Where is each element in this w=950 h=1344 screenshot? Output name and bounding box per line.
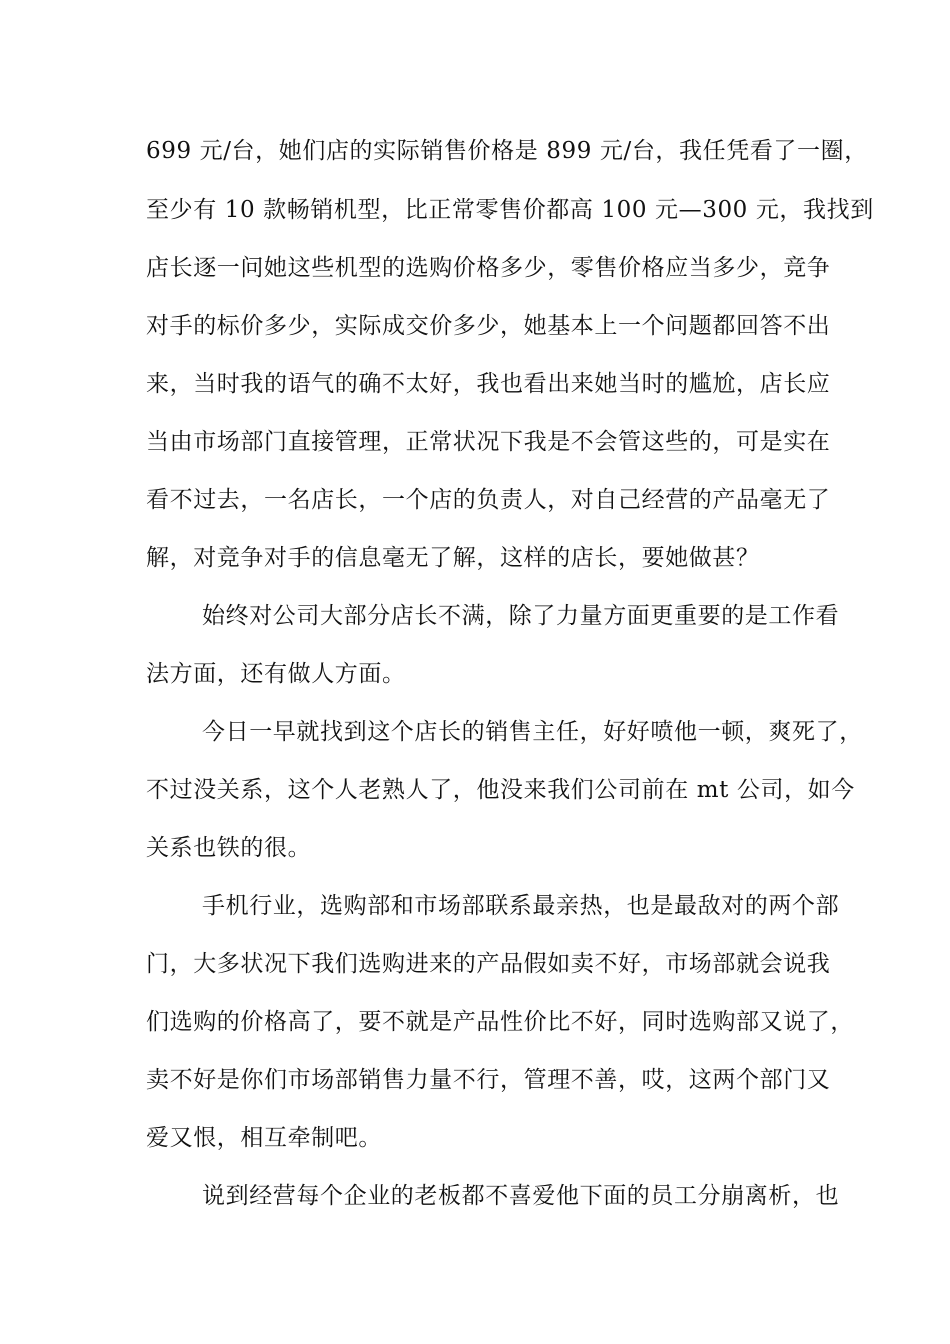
paragraph-4-line-1: 手机行业，选购部和市场部联系最亲热，也是最敌对的两个部 — [202, 893, 840, 919]
paragraph-3-line-3: 关系也铁的很。 — [146, 835, 312, 861]
paragraph-1-line-4: 对手的标价多少，实际成交价多少，她基本上一个问题都回答不出 — [146, 313, 831, 339]
paragraph-3-line-2: 不过没关系，这个人老熟人了，他没来我们公司前在 mt 公司，如今 — [146, 777, 855, 803]
paragraph-3-line-1: 今日一早就找到这个店长的销售主任，好好喷他一顿，爽死了， — [202, 719, 863, 745]
paragraph-4-line-2: 门，大多状况下我们选购进来的产品假如卖不好，市场部就会说我 — [146, 951, 831, 977]
paragraph-1-line-3: 店长逐一问她这些机型的选购价格多少，零售价格应当多少，竞争 — [146, 255, 831, 281]
paragraph-1-line-5: 来，当时我的语气的确不太好，我也看出来她当时的尴尬，店长应 — [146, 371, 831, 397]
paragraph-1-line-1: 699 元/台，她们店的实际销售价格是 899 元/台，我任凭看了一圈， — [146, 138, 868, 164]
paragraph-1-line-7: 看不过去，一名店长，一个店的负责人，对自己经营的产品毫无了 — [146, 487, 831, 513]
paragraph-1-line-8: 解，对竞争对手的信息毫无了解，这样的店长，要她做甚？ — [146, 545, 760, 571]
paragraph-1-line-6: 当由市场部门直接管理，正常状况下我是不会管这些的，可是实在 — [146, 429, 831, 455]
paragraph-2-line-2: 法方面，还有做人方面。 — [146, 661, 406, 687]
paragraph-1-line-2: 至少有 10 款畅销机型，比正常零售价都高 100 元—300 元，我找到 — [146, 197, 874, 223]
paragraph-4-line-5: 爱又恨，相互牵制吧。 — [146, 1125, 382, 1151]
paragraph-4-line-3: 们选购的价格高了，要不就是产品性价比不好，同时选购部又说了， — [146, 1009, 854, 1035]
paragraph-4-line-4: 卖不好是你们市场部销售力量不行，管理不善，哎，这两个部门又 — [146, 1067, 831, 1093]
paragraph-5-line-1: 说到经营每个企业的老板都不喜爱他下面的员工分崩离析，也 — [202, 1183, 840, 1209]
paragraph-2-line-1: 始终对公司大部分店长不满，除了力量方面更重要的是工作看 — [202, 603, 840, 629]
